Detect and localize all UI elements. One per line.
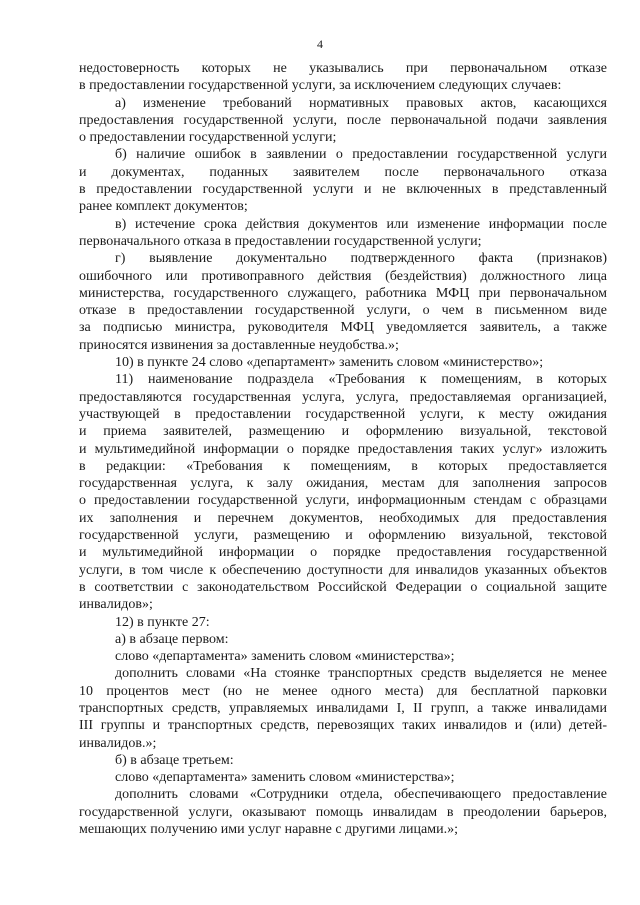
text-line: предоставляются государственная услуга, услуга, предоставляемая организацией,	[79, 389, 607, 405]
text-line: приносятся извинения за доставленные неудобства.»;	[79, 337, 399, 353]
text-line: 10) в пункте 24 слово «департамент» заменить словом «министерство»;	[115, 355, 544, 371]
text-line: отказе в предоставлении государственной услуги, о чем в письменном виде	[79, 303, 607, 319]
text-line: государственной услуги, размещению и оформлению визуальной, текстовой	[79, 528, 607, 544]
text-line: и документах, поданных заявителем после первоначального отказа	[79, 164, 607, 180]
text-line: ранее комплект документов;	[79, 199, 248, 215]
text-line: первоначального отказа в предоставлении государственной услуги;	[79, 233, 482, 249]
text-line: государственной услуги, оказывают помощь инвалидам в преодолении барьеров,	[79, 804, 607, 820]
text-line: в) истечение срока действия документов или изменение информации после	[115, 216, 607, 232]
text-line: мешающих получению ими услуг наравне с другими лицами.»;	[79, 822, 458, 838]
text-line: в редакции: «Требования к помещениям, в которых предоставляется	[79, 458, 607, 474]
text-line: и мультимедийной информации о порядке предоставления таких услуг» изложить	[79, 441, 607, 457]
text-line: слово «департамента» заменить словом «министерства»;	[115, 770, 455, 786]
text-line: транспортных средств, управляемых инвалидами I, II групп, а также инвалидами	[79, 700, 607, 716]
text-line: министерства, государственного служащего, работника МФЦ при первоначальном	[79, 285, 607, 301]
text-line: за подписью министра, руководителя МФЦ уведомляется заявитель, а также	[79, 320, 607, 336]
text-line: и приема заявителей, размещению и оформлению визуальной, текстовой	[79, 424, 607, 440]
page-number: 4	[317, 37, 323, 51]
text-line: участвующей в предоставлении государственной услуги, к месту ожидания	[79, 406, 607, 422]
text-line: в предоставлении государственной услуги, за исключением следующих случаев:	[79, 78, 562, 94]
text-line: инвалидов.»;	[79, 735, 157, 751]
text-line: о предоставлении государственной услуги;	[79, 130, 337, 146]
text-line: и мультимедийной информации о порядке предоставления государственной	[79, 545, 607, 561]
text-line: в предоставлении государственной услуги и не включенных в представленный	[79, 182, 607, 198]
text-line: дополнить словами «На стоянке транспортных средств выделяется не менее	[115, 666, 607, 682]
text-line: слово «департамента» заменить словом «министерства»;	[115, 649, 455, 665]
text-line: государственная услуга, к залу ожидания, местам для заполнения запросов	[79, 476, 607, 492]
text-line: б) наличие ошибок в заявлении о предоставлении государственной услуги	[115, 147, 607, 163]
text-line: в соответствии с законодательством Российской Федерации о социальной защите	[79, 579, 607, 595]
text-line: III группы и транспортных средств, перевозящих таких инвалидов и (или) детей-	[79, 718, 607, 734]
text-line: а) в абзаце первом:	[115, 631, 229, 647]
text-line: б) в абзаце третьем:	[115, 752, 234, 768]
text-line: недостоверность которых не указывались при первоначальном отказе	[79, 61, 607, 76]
text-line: 10 процентов мест (но не менее одного места) для бесплатной парковки	[79, 683, 607, 699]
text-line: о предоставлении государственной услуги, информационным стендам с образцами	[79, 493, 607, 509]
document-body	[79, 60, 607, 838]
text-line: инвалидов»;	[79, 597, 153, 613]
text-line: 11) наименование подраздела «Требования к помещениям, в которых	[115, 372, 607, 388]
text-line: их заполнения и перечнем документов, необходимых для предоставления	[79, 510, 607, 526]
text-line: предоставления государственной услуги, после первоначальной подачи заявления	[79, 112, 607, 128]
text-line: услуги, в том числе к обеспечению доступности для инвалидов указанных объектов	[79, 562, 607, 578]
text-line: дополнить словами «Сотрудники отдела, обеспечивающего предоставление	[115, 787, 607, 803]
text-line: а) изменение требований нормативных правовых актов, касающихся	[115, 95, 607, 111]
text-line: 12) в пункте 27:	[115, 614, 210, 630]
text-line: ошибочного или противоправного действия (бездействия) должностного лица	[79, 268, 607, 284]
text-line: г) выявление документально подтвержденного факта (признаков)	[115, 251, 607, 267]
